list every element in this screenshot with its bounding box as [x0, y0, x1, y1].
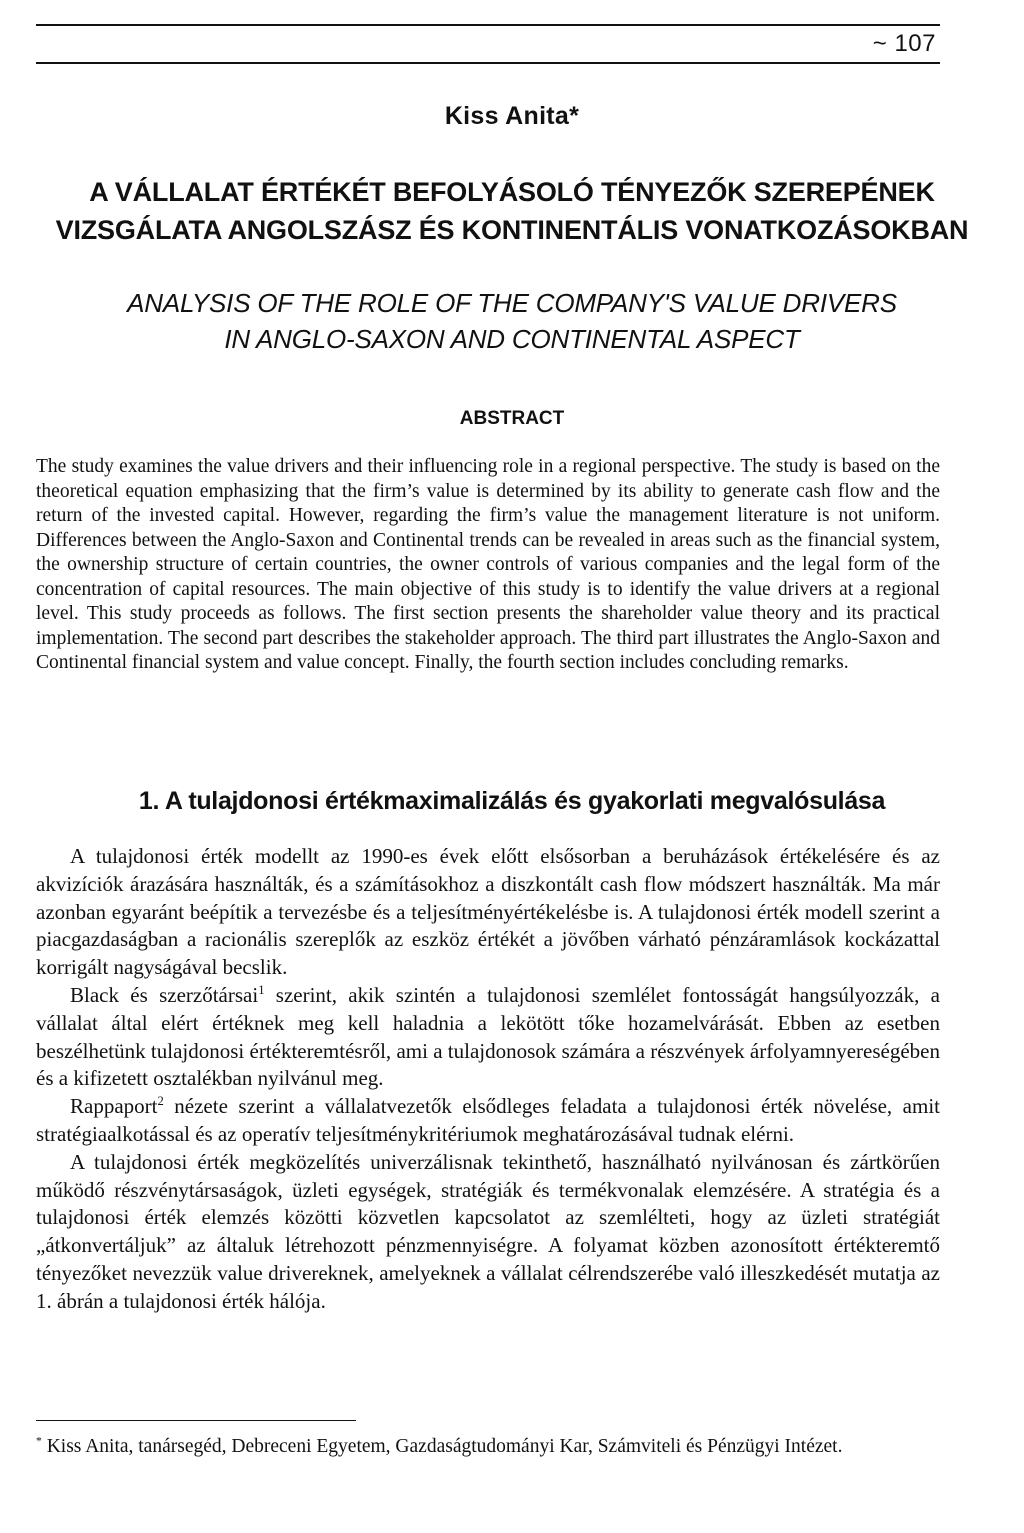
- hungarian-title-line-1: A VÁLLALAT ÉRTÉKÉT BEFOLYÁSOLÓ TÉNYEZŐK SZEREPÉNEK: [89, 177, 935, 207]
- paragraph-3-rest: nézete szerint a vállalatvezetők elsődleges feladata a tulajdonosi érték növelése, amit stratégiaalkotással és az operatív teljesítménykritériumok meghatározásával tudnak elérni.: [36, 1094, 940, 1146]
- abstract-heading: ABSTRACT: [459, 408, 565, 429]
- abstract-text: The study examines the value drivers and their influencing role in a regional perspective. The study is based on the theoretical equation emphasizing that the firm’s value is determined by its ability to generate cash flow and the return of the invested capital. However, regarding the firm’s value the management literature is not uniform. Differences between the Anglo-Saxon and Continental trends can be revealed in areas such as the financial system, the ownership structure of certain countries, the owner controls of various companies and the legal form of the concentration of capital resources. The main objective of this study is to identify the value drivers at a regional level. This study proceeds as follows. The first section presents the shareholder value theory and its practical implementation. The second part describes the stakeholder approach. The third part illustrates the Anglo-Saxon and Continental financial system and value concept. Finally, the fourth section includes concluding remarks.: [36, 456, 940, 673]
- paragraph-3-start: Rappaport: [70, 1094, 158, 1119]
- footnote: [36, 1434, 940, 1460]
- english-title-line-2: IN ANGLO-SAXON AND CONTINENTAL ASPECT: [224, 324, 800, 354]
- author-line: [0, 102, 1024, 131]
- hungarian-title-line-2: VIZSGÁLATA ANGOLSZÁSZ ÉS KONTINENTÁLIS VONATKOZÁSOKBAN: [55, 215, 969, 245]
- section-heading: 1. A tulajdonosi értékmaximalizálás és gyakorlati megvalósulása: [138, 787, 886, 815]
- author-marker: *: [569, 102, 580, 130]
- footnote-text: Kiss Anita, tanársegéd, Debreceni Egyetem, Gazdaságtudományi Kar, Számviteli és Pénzügyi Intézet.: [41, 1436, 843, 1457]
- body-paragraph-3: [36, 1093, 940, 1149]
- english-title-line-1: ANALYSIS OF THE ROLE OF THE COMPANY'S VALUE DRIVERS: [127, 288, 897, 318]
- paragraph-2-rest: szerint, akik szintén a tulajdonosi szemlélet fontosságát hangsúlyozzák, a vállalat által elért értéknek meg kell haladnia a lekötött tőke hozamelvárását. Ebben az esetben beszélhetünk tulajdonosi értékteremtésről, ami a tulajdonosok számára a részvények árfolyamnyereségében és a kifizetett osztalékban nyilvánul meg.: [36, 982, 940, 1091]
- header-rule-bottom: [36, 62, 940, 64]
- english-title: [30, 285, 994, 357]
- footnote-divider: [36, 1420, 356, 1421]
- hungarian-title: [30, 173, 994, 249]
- body-paragraph-4: A tulajdonosi érték megközelítés univerzálisnak tekinthető, használható nyilvánosan és zártkörűen működő részvénytársaságok, üzleti egységek, stratégiák és termékvonalak elemzésére. A stratégia és a tulajdonosi érték elemzés közötti közvetlen kapcsolatot az szemlélteti, hogy az üzleti stratégiát „átkonvertáljuk” az általuk létrehozott pénzmennyiségre. A folyamat közben azonosított értékteremtő tényezőket nevezzük value drivereknek, amelyeknek a vállalat célrendszerébe való illeszkedését mutatja az 1. ábrán a tulajdonosi érték hálója.: [36, 1149, 940, 1313]
- section-body: [36, 843, 940, 1316]
- author-name: Kiss Anita: [444, 102, 570, 130]
- page-number: ~ 107: [872, 30, 936, 57]
- footnote-marker: *: [36, 1434, 42, 1448]
- header-rule-top: [36, 24, 940, 26]
- footnote-ref-1: 1: [258, 982, 265, 997]
- body-paragraph-1: A tulajdonosi érték modellt az 1990-es évek előtt elsősorban a beruházások értékelésére és az akvizíciók árazására használták, és a számításokhoz a diszkontált cash flow módszert használták. Ma már azonban egyaránt beépítik a tervezésbe és a teljesítményértékelésbe is. A tulajdonosi érték modell szerint a piacgazdaságban a racionális szereplők az eszköz értékét a jövőben várható pénzáramlások kockázattal korrigált nagyságával becslik.: [36, 844, 940, 980]
- paragraph-2-start: Black és szerzőtársai: [70, 982, 259, 1007]
- footnote-ref-2: 2: [157, 1094, 164, 1109]
- body-paragraph-2: [36, 982, 940, 1093]
